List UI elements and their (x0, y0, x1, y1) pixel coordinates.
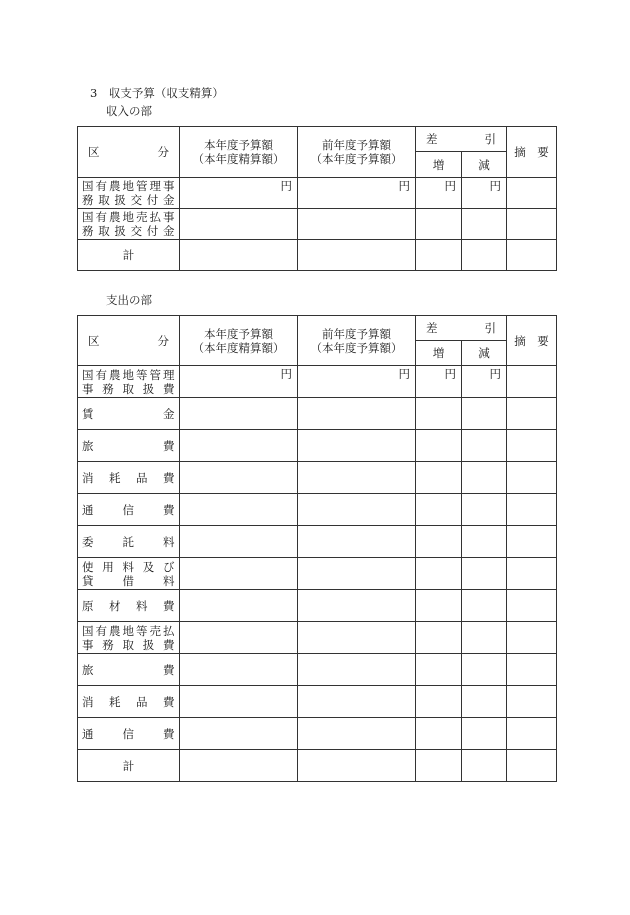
unit-label: 円 (416, 366, 462, 398)
income-title: 収入の部 (106, 104, 152, 118)
difference-header: 差 引 (416, 316, 507, 341)
decrease-header: 減 (462, 341, 507, 366)
table-row (78, 654, 557, 686)
table-row (78, 366, 557, 398)
row-label: 使用料及び 貸借料 (78, 558, 180, 590)
row-label: 通信費 (78, 494, 180, 526)
expense-title: 支出の部 (106, 293, 152, 307)
row-label: 国有農地管理事 務取扱交付金 (78, 178, 180, 209)
row-label: 消耗品費 (78, 686, 180, 718)
table-row (78, 178, 557, 209)
row-label: 国有農地等売払 事務取扱費 (78, 622, 180, 654)
income-table (77, 126, 557, 271)
table-row (78, 494, 557, 526)
total-row (78, 750, 557, 782)
total-label: 計 (78, 750, 180, 782)
unit-label: 円 (180, 178, 298, 209)
expense-table (77, 315, 557, 782)
remarks-header: 摘 要 (507, 316, 557, 366)
remarks-cell (507, 178, 557, 209)
row-label: 旅費 (78, 654, 180, 686)
row-label: 賃金 (78, 398, 180, 430)
total-row (78, 240, 557, 271)
increase-header: 増 (416, 152, 462, 178)
table-row (78, 718, 557, 750)
unit-label: 円 (462, 178, 507, 209)
table-row (78, 430, 557, 462)
unit-label: 円 (298, 178, 416, 209)
category-header: 区 分 (78, 316, 180, 366)
previous-budget-header: 前年度予算額 （本年度予算額） (298, 127, 416, 178)
row-label: 通信費 (78, 718, 180, 750)
row-label: 国有農地等管理 事務取扱費 (78, 366, 180, 398)
current-budget-header: 本年度予算額 （本年度精算額） (180, 316, 298, 366)
row-label: 消耗品費 (78, 462, 180, 494)
unit-label: 円 (180, 366, 298, 398)
current-budget-header: 本年度予算額 （本年度精算額） (180, 127, 298, 178)
table-row (78, 209, 557, 240)
category-header: 区 分 (78, 127, 180, 178)
unit-label: 円 (298, 366, 416, 398)
row-label: 旅費 (78, 430, 180, 462)
previous-budget-header: 前年度予算額 （本年度予算額） (298, 316, 416, 366)
remarks-cell (507, 366, 557, 398)
remarks-header: 摘 要 (507, 127, 557, 178)
table-row (78, 398, 557, 430)
total-label: 計 (78, 240, 180, 271)
table-row (78, 686, 557, 718)
unit-label: 円 (462, 366, 507, 398)
unit-label: 円 (416, 178, 462, 209)
table-row (78, 462, 557, 494)
section-title: 3 収支予算（収支精算） (90, 86, 224, 100)
increase-header: 増 (416, 341, 462, 366)
table-row (78, 590, 557, 622)
table-row (78, 558, 557, 590)
table-row (78, 526, 557, 558)
decrease-header: 減 (462, 152, 507, 178)
row-label: 委託料 (78, 526, 180, 558)
table-row (78, 622, 557, 654)
difference-header: 差 引 (416, 127, 507, 152)
row-label: 国有農地売払事 務取扱交付金 (78, 209, 180, 240)
row-label: 原材料費 (78, 590, 180, 622)
